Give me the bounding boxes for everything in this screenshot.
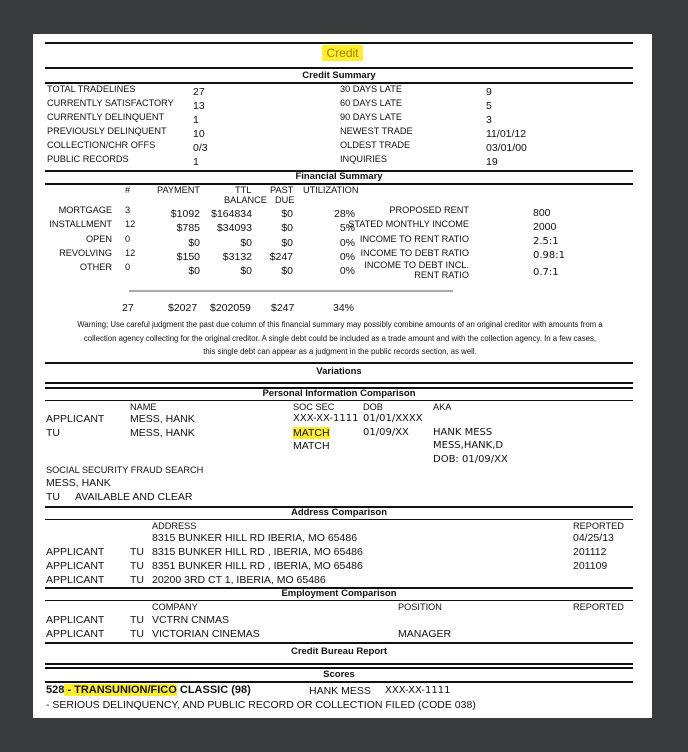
ratio-value: 0.98:1 [533, 250, 565, 261]
addr-row-address: 20200 3RD CT 1, IBERIA, MO 65486 [152, 574, 326, 586]
pi-tu-aka-3: DOB: 01/09/XX [433, 454, 508, 465]
summary-label: 90 DAYS LATE [340, 112, 402, 122]
pi-tu-dob: 01/09/XX [363, 427, 409, 438]
summary-value: 11/01/12 [486, 128, 527, 140]
fin-row-balance: $34093 [216, 222, 252, 234]
summary-label: CURRENTLY SATISFACTORY [47, 98, 174, 108]
emp-row-source: TU [130, 614, 144, 626]
ratio-value: 2000 [533, 221, 557, 233]
credit-report-page [33, 34, 652, 718]
col-header-past: PAST [270, 185, 294, 195]
addr-row-address: 8315 BUNKER HILL RD , IBERIA, MO 65486 [152, 546, 363, 558]
variations-heading: Variations [316, 366, 362, 377]
summary-label: PUBLIC RECORDS [47, 154, 129, 164]
summary-value: 03/01/00 [486, 142, 527, 154]
fin-row-num: 0 [125, 234, 131, 244]
summary-label: PREVIOUSLY DELINQUENT [47, 126, 167, 136]
fin-row-balance: $0 [240, 237, 252, 249]
fin-row-past-due: $0 [281, 208, 293, 220]
summary-value: 13 [193, 100, 205, 112]
emp-row-company: VCTRN CNMAS [152, 614, 230, 626]
fin-row-util: 0% [339, 237, 355, 249]
divider [45, 42, 633, 44]
addr-header-address: ADDRESS [152, 521, 197, 531]
fin-row-type: OTHER [79, 262, 112, 272]
fin-row-past-due: $247 [269, 251, 293, 263]
pi-tu-aka-1: HANK MESS [433, 427, 493, 438]
emp-header-position: POSITION [398, 602, 442, 612]
addr-row-who: APPLICANT [46, 574, 105, 586]
fin-row-util: 5% [339, 222, 355, 234]
pi-header-name: NAME [130, 402, 157, 412]
col-header-balance: BALANCE [224, 195, 267, 205]
summary-label: COLLECTION/CHR OFFS [47, 140, 156, 150]
summary-value: 1 [193, 114, 199, 126]
summary-label: 60 DAYS LATE [340, 98, 402, 108]
summary-label: OLDEST TRADE [340, 140, 411, 150]
emp-header-company: COMPANY [152, 602, 198, 612]
fin-row-type: REVOLVING [59, 248, 112, 258]
fin-row-type: MORTGAGE [58, 205, 112, 215]
fin-row-num: 12 [125, 219, 136, 229]
divider [45, 362, 633, 364]
summary-value: 10 [193, 128, 205, 140]
summary-label: INQUIRIES [340, 154, 387, 164]
fin-row-balance: $0 [240, 265, 252, 277]
summary-label: TOTAL TRADELINES [47, 84, 136, 94]
score-ssn: XXX-XX-1111 [385, 685, 451, 696]
addr-row-who: APPLICANT [46, 546, 105, 558]
summary-value: 1 [193, 156, 199, 168]
personal-info-heading: Personal Information Comparison [262, 388, 416, 399]
pi-tu-ssn-match-2: MATCH [293, 440, 330, 452]
fin-row-payment: $785 [176, 222, 200, 234]
emp-row-position: MANAGER [398, 628, 452, 640]
summary-label: NEWEST TRADE [340, 126, 413, 136]
pi-tu-ssn-match: MATCH [293, 427, 330, 439]
score-model-rest: CLASSIC (98) [176, 684, 251, 696]
fin-row-util: 0% [339, 265, 355, 277]
divider [45, 642, 633, 644]
addr-row-source: TU [130, 546, 144, 558]
pi-applicant-label: APPLICANT [46, 413, 105, 425]
addr-row-source: TU [130, 560, 144, 572]
pi-tu-label: TU [46, 427, 60, 439]
addr-row-reported: 201112 [573, 546, 607, 558]
pi-applicant-ssn: XXX-XX-1111 [293, 413, 359, 424]
fin-row-balance: $164834 [211, 208, 252, 220]
col-header-utilization: UTILIZATION [303, 185, 359, 195]
total-past-due: $247 [271, 302, 295, 314]
col-header-payment: PAYMENT [157, 185, 201, 195]
pi-applicant-dob: 01/01/XXXX [363, 413, 423, 424]
emp-row-who: APPLICANT [46, 614, 105, 626]
summary-value: 27 [193, 86, 205, 98]
addr-top-reported: 04/25/13 [573, 532, 614, 544]
score-model: - TRANSUNION/FICO [64, 684, 177, 696]
addr-row-who: APPLICANT [46, 560, 105, 572]
scores-heading: Scores [323, 669, 355, 680]
score-reason: - SERIOUS DELINQUENCY, AND PUBLIC RECORD OR COLLECTION FILED (CODE 038) [46, 699, 476, 711]
fin-row-payment: $0 [188, 237, 200, 249]
fin-row-num: 3 [125, 205, 131, 215]
fin-row-type: OPEN [85, 234, 112, 244]
emp-row-who: APPLICANT [46, 628, 105, 640]
summary-value: 3 [486, 114, 492, 126]
total-payment: $2027 [168, 302, 198, 314]
addr-row-reported: 201109 [573, 560, 608, 572]
credit-bureau-report-heading: Credit Bureau Report [290, 646, 388, 657]
credit-summary-heading: Credit Summary [302, 70, 376, 81]
warning-text: Warning; Use careful judgment the past due column of this financial summary may possibly combine amounts of an original creditor with amounts from a collection agency collecting for the original creditor. A single debt could be included as a trade amount and with the collection agency. In a few cases, this single debt can appear as a judgment in the public records section, as well. [77, 320, 603, 356]
fin-row-num: 0 [125, 262, 131, 272]
fin-row-payment: $1092 [170, 208, 200, 220]
addr-row-address: 8351 BUNKER HILL RD , IBERIA, MO 65486 [152, 560, 363, 572]
fin-row-balance: $3132 [222, 251, 252, 263]
total-utilization: 34% [333, 302, 355, 314]
fin-row-payment: $150 [176, 251, 200, 263]
pi-tu-aka-2: MESS,HANK,D [433, 440, 504, 451]
pi-tu-name: MESS, HANK [130, 427, 195, 439]
col-header-num: # [125, 185, 131, 195]
fin-row-util: 0% [339, 251, 355, 263]
summary-value: 19 [486, 156, 498, 168]
fin-row-past-due: $0 [281, 265, 293, 277]
divider [45, 67, 633, 69]
pi-header-dob: DOB [363, 402, 383, 412]
totals-divider [129, 290, 453, 292]
ratio-label: INCOME TO RENT RATIO [359, 234, 469, 244]
ratio-label: PROPOSED RENT [389, 205, 469, 215]
divider [45, 382, 633, 384]
addr-row-source: TU [130, 574, 144, 586]
summary-label: 30 DAYS LATE [340, 84, 402, 94]
score-value: 528 [46, 684, 65, 696]
fin-row-type: INSTALLMENT [49, 219, 112, 229]
pi-header-aka: AKA [433, 402, 452, 412]
divider [45, 400, 633, 401]
summary-label: CURRENTLY DELINQUENT [47, 112, 165, 122]
ratio-label: RENT RATIO [414, 270, 469, 280]
divider [45, 663, 633, 665]
fin-row-past-due: $0 [281, 222, 293, 234]
col-header-ttl: TTL [235, 185, 252, 195]
col-header-due: DUE [275, 195, 295, 205]
addr-header-reported: REPORTED [573, 521, 624, 531]
fin-row-num: 12 [125, 248, 136, 258]
pi-applicant-name: MESS, HANK [130, 413, 195, 425]
ratio-label: INCOME TO DEBT RATIO [360, 248, 469, 258]
fraud-search-name: MESS, HANK [46, 477, 111, 489]
total-num: 27 [122, 302, 134, 314]
divider [45, 681, 633, 683]
report-title: Credit [33, 46, 652, 60]
employment-comparison-heading: Employment Comparison [281, 588, 397, 599]
ratio-label: INCOME TO DEBT INCL. [364, 260, 469, 270]
address-comparison-heading: Address Comparison [290, 507, 388, 518]
addr-top-address: 8315 BUNKER HILL RD IBERIA, MO 65486 [152, 532, 358, 544]
emp-row-company: VICTORIAN CINEMAS [152, 628, 260, 640]
fraud-search-status: AVAILABLE AND CLEAR [75, 491, 193, 503]
fraud-search-tu-label: TU [46, 491, 60, 503]
summary-value: 5 [486, 100, 492, 112]
fin-row-util: 28% [333, 208, 355, 220]
ratio-value: 2.5:1 [533, 236, 559, 247]
fin-row-payment: $0 [188, 265, 200, 277]
financial-summary-heading: Financial Summary [295, 171, 383, 182]
ratio-value: 800 [533, 207, 551, 219]
fin-row-past-due: $0 [281, 237, 293, 249]
summary-value: 9 [486, 86, 492, 98]
divider [45, 600, 633, 601]
total-balance: $202059 [210, 302, 251, 314]
emp-header-reported: REPORTED [573, 602, 624, 612]
emp-row-source: TU [130, 628, 144, 640]
ratio-label: STATED MONTHLY INCOME [348, 219, 469, 229]
fraud-search-title: SOCIAL SECURITY FRAUD SEARCH [46, 465, 204, 475]
pi-header-ssn: SOC SEC [293, 402, 335, 412]
score-name: HANK MESS [309, 685, 371, 697]
divider [45, 519, 633, 520]
score-line [46, 684, 251, 696]
ratio-value: 0.7:1 [533, 267, 559, 278]
summary-value: 0/3 [193, 142, 208, 154]
